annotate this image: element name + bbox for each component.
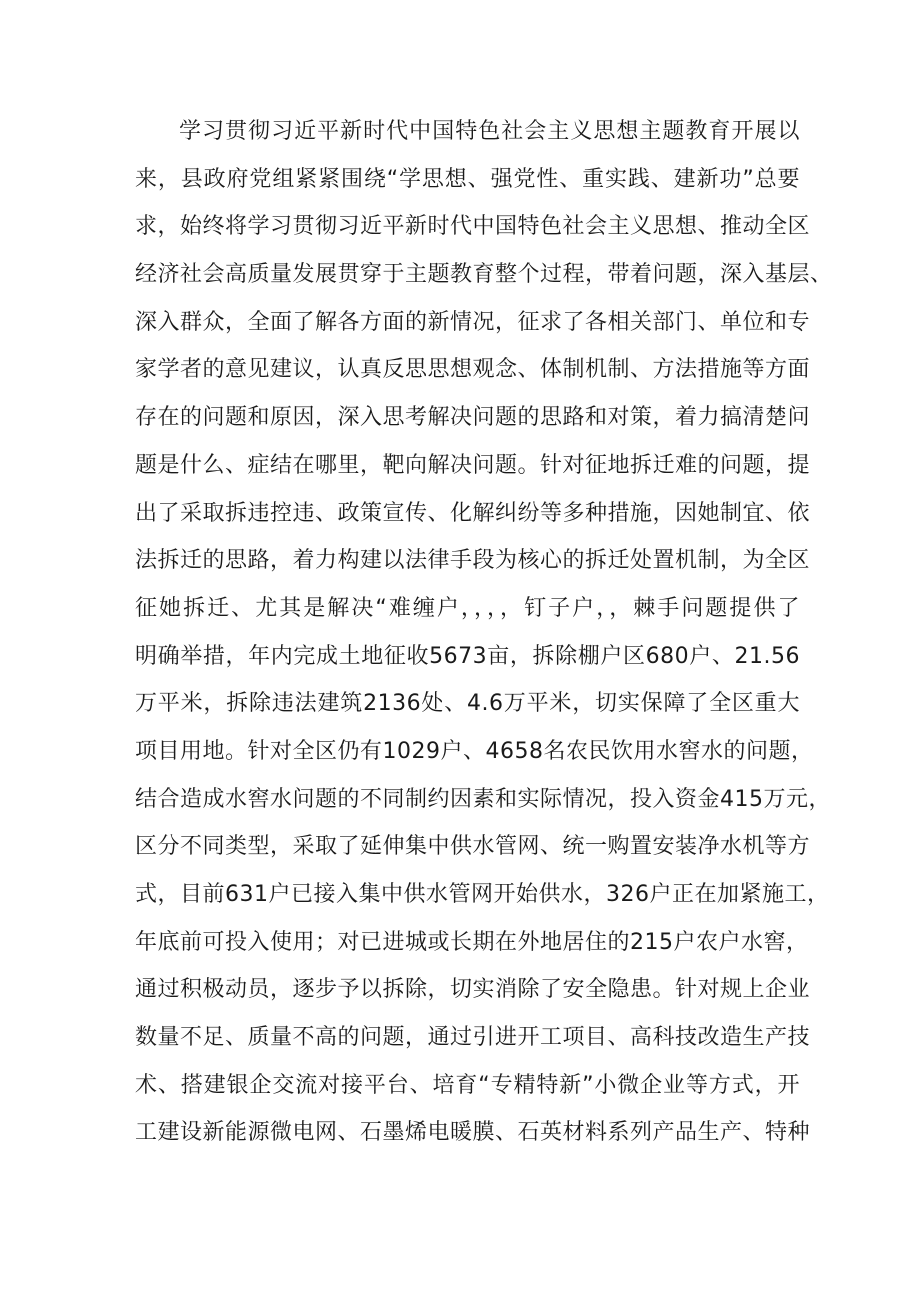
body-paragraph: [135, 108, 833, 1157]
paragraph-line: 经济社会高质量发展贯穿于主题教育整个过程，带着问题，深入基层、: [135, 262, 833, 288]
paragraph-line: 工建设新能源微电网、石墨烯电暖膜、石英材料系列产品生产、特种: [135, 1120, 811, 1146]
paragraph-line: 万平米，拆除违法建筑2136处、4.6万平米，切实保障了全区重大: [135, 691, 800, 717]
paragraph-line: 数量不足、质量不高的问题，通过引进开工项目、高科技改造生产技: [135, 1025, 811, 1051]
paragraph-line: 法拆迁的思路，着力构建以法律手段为核心的拆迁处置机制，为全区: [135, 548, 811, 574]
paragraph-line: 区分不同类型，采取了延伸集中供水管网、统一购置安装净水机等方: [135, 834, 811, 860]
paragraph-line: 家学者的意见建议，认真反思思想观念、体制机制、方法措施等方面: [135, 357, 811, 383]
paragraph-line: 通过积极动员，逐步予以拆除，切实消除了安全隐患。针对规上企业: [135, 977, 811, 1003]
paragraph-line: 深入群众，全面了解各方面的新情况，征求了各相关部门、单位和专: [135, 309, 811, 335]
paragraph-line: 结合造成水窖水问题的不同制约因素和实际情况，投入资金415万元，: [135, 786, 831, 812]
paragraph-line: 明确举措，年内完成土地征收5673亩，拆除棚户区680户、21.56: [135, 643, 800, 669]
paragraph-line: 题是什么、症结在哪里，靶向解决问题。针对征地拆迁难的问题，提: [135, 452, 811, 478]
paragraph-line: 年底前可投入使用；对已进城或长期在外地居住的215户农户水窖，: [135, 929, 809, 955]
paragraph-line: 学习贯彻习近平新时代中国特色社会主义思想主题教育开展以: [179, 119, 800, 144]
paragraph-line: 项目用地。针对全区仍有1029户、4658名农民饮用水窖水的问题，: [135, 738, 814, 764]
paragraph-line: 存在的问题和原因，深入思考解决问题的思路和对策，着力搞清楚问: [135, 405, 811, 431]
paragraph-line: 出了采取拆违控违、政策宣传、化解纠纷等多种措施，因她制宜、依: [135, 500, 811, 526]
paragraph-line: 来，县政府党组紧紧围绕“学思想、强党性、重实践、建新功”总要: [135, 166, 800, 192]
paragraph-line: 式，目前631户已接入集中供水管网开始供水，326户正在加紧施工，: [135, 882, 830, 907]
paragraph-line: 术、搭建银企交流对接平台、培育“专精特新”小微企业等方式，开: [135, 1072, 800, 1098]
paragraph-line: 征她拆迁、尤其是解决“难缠户，，，，钉子户，，棘手问题提供了: [135, 595, 800, 621]
paragraph-line: 求，始终将学习贯彻习近平新时代中国特色社会主义思想、推动全区: [135, 214, 811, 240]
